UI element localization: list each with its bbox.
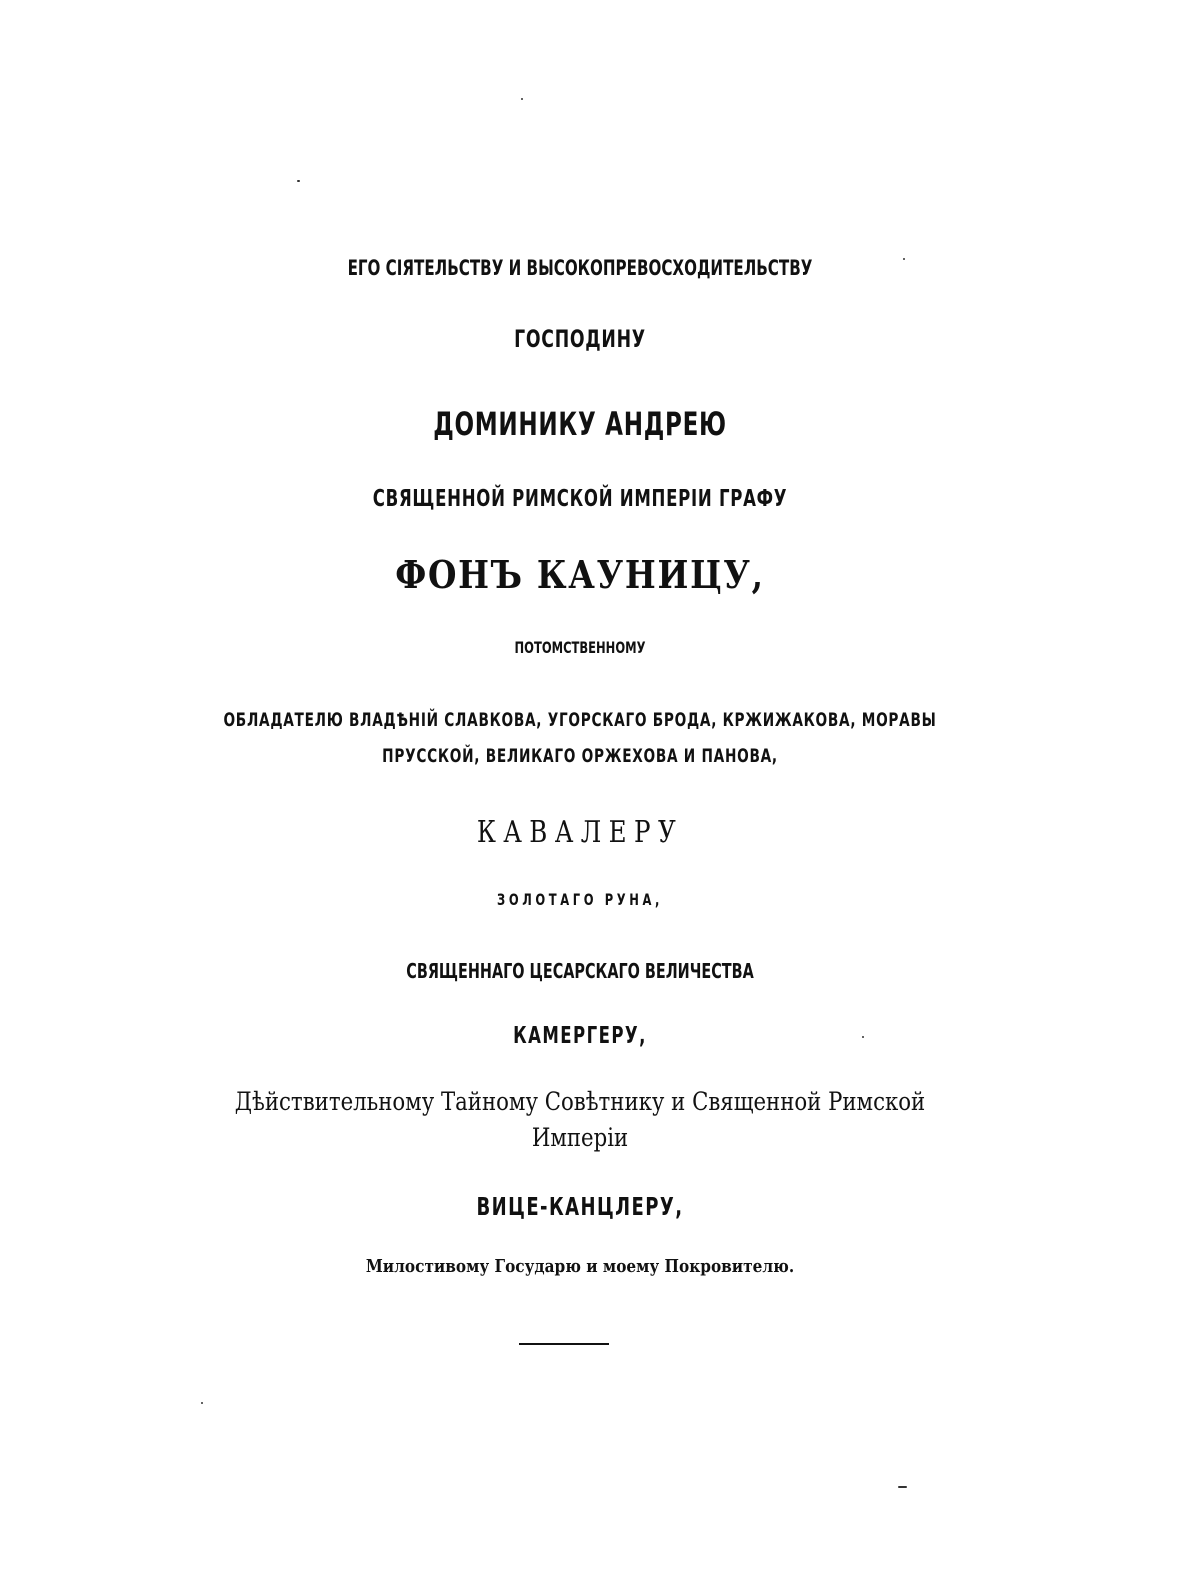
dedication-line-majesty: СВЯЩЕННАГО ЦЕСАРСКАГО ВЕЛИЧЕСТВА bbox=[406, 959, 754, 983]
print-speck bbox=[521, 98, 523, 100]
print-speck bbox=[201, 1402, 203, 1404]
dedication-line-name: ДОМИНИКУ АНДРЕЮ bbox=[433, 405, 727, 443]
print-speck bbox=[297, 180, 300, 182]
dedication-line-patron: Милостивому Государю и моему Покровителю. bbox=[365, 1256, 795, 1277]
dedication-line-gospodinu: ГОСПОДИНУ bbox=[514, 325, 646, 353]
closing-rule bbox=[519, 1343, 609, 1345]
dedication-line-empire-count: СВЯЩЕННОЙ РИМСКОЙ ИМПЕРІИ ГРАФУ bbox=[372, 486, 788, 512]
dedication-line-domains-1: ОБЛАДАТЕЛЮ ВЛАДѢНІЙ СЛАВКОВА, УГОРСКАГО БРОДА, КРЖИЖАКОВА, МОРАВЫ bbox=[223, 709, 937, 731]
dedication-line-privy-councillor: Дѣйствительному Тайному Совѣтнику и Священной Римской bbox=[234, 1087, 926, 1116]
print-speck bbox=[898, 1486, 907, 1488]
dedication-line-vice-chancellor: ВИЦЕ-КАНЦЛЕРУ, bbox=[476, 1192, 684, 1221]
dedication-line-chamberlain: КАМЕРГЕРУ, bbox=[513, 1023, 647, 1049]
dedication-line-empire: Имперіи bbox=[531, 1123, 629, 1152]
dedication-line-domains-2: ПРУССКОЙ, ВЕЛИКАГО ОРЖЕХОВА И ПАНОВА, bbox=[382, 745, 778, 767]
dedication-line-surname: ФОНЪ КАУНИЦУ, bbox=[395, 552, 765, 597]
print-speck bbox=[862, 1036, 864, 1038]
dedication-line-title: ЕГО СІЯТЕЛЬСТВУ И ВЫСОКОПРЕВОСХОДИТЕЛЬСТВУ bbox=[347, 256, 813, 280]
dedication-line-golden-fleece: ЗОЛОТАГО РУНА, bbox=[497, 890, 663, 909]
print-speck bbox=[903, 258, 905, 260]
dedication-line-hereditary: ПОТОМСТВЕННОМУ bbox=[514, 638, 646, 657]
dedication-line-cavalier: КАВАЛЕРУ bbox=[476, 815, 684, 850]
